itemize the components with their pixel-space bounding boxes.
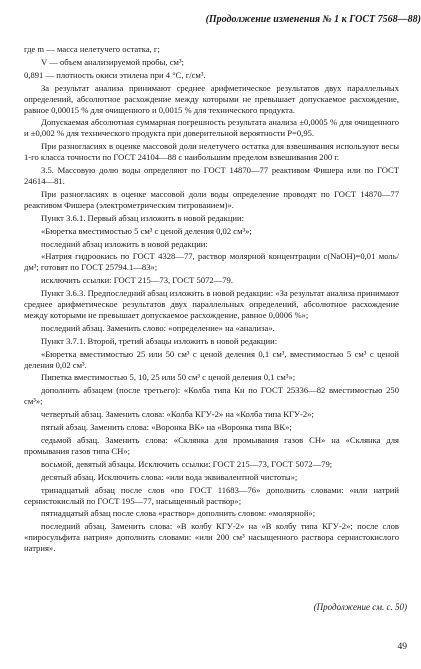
- body-paragraph: При разногласиях в оценке массовой доли воды определение проводят по ГОСТ 14870—77 реактивом Фишера (электрометрическим титрованием)».: [24, 188, 399, 210]
- body-paragraph: дополнить абзацем (после третьего): «Колба типа Кн по ГОСТ 25336—82 вместимостью 250 см³»;: [24, 385, 399, 407]
- body-paragraph: За результат анализа принимают среднее арифметическое результатов двух параллельных определений, абсолютное расхождение между которыми не превышает допускаемое расхождение, равное 0,00015 % для очищенного и 0,0015 % для технического продукта.: [24, 82, 399, 115]
- body-paragraph: «Бюретка вместимостью 25 или 50 см³ с ценой деления 0,1 см³, вместимостью 5 см³ с ценой деления 0,02 см³.: [24, 348, 399, 370]
- body-paragraph: «Бюретка вместимостью 5 см³ с ценой деления 0,02 см³»;: [41, 225, 252, 236]
- body-paragraph: V — объем анализируемой пробы, см³;: [41, 56, 184, 67]
- body-paragraph: 3.5. Массовую долю воды определяют по ГОСТ 14870—77 реактивом Фишера или по ГОСТ 24614—81.: [24, 165, 399, 186]
- body-paragraph: пятнадцатый абзац после слова «раствор» дополнить словом: «молярной»;: [41, 508, 316, 519]
- body-paragraph: восьмой, девятый абзацы. Исключить ссылки: ГОСТ 215—73, ГОСТ 5072—79;: [41, 458, 333, 469]
- body-paragraph: Допускаемая абсолютная суммарная погрешность результата анализа ±0,0005 % для очищенного и ±0,002 % для технического продукта при доверительной вероятности P=0,95.: [24, 117, 399, 139]
- body-paragraph: десятый абзац. Исключить слова: «или вода эквивалентной чистоты»;: [41, 471, 298, 482]
- body-paragraph: Пункт 3.7.1. Второй, третий абзацы изложить в новой редакции:: [41, 335, 278, 346]
- page-header: (Продолжение изменения № 1 к ГОСТ 7568—88): [205, 14, 421, 25]
- body-paragraph: пятый абзац. Заменить слова: «Воронка ВК» на «Воронка типа ВК»;: [41, 422, 292, 433]
- body-paragraph: четвертый абзац. Заменить слова: «Колба КГУ-2» на «Колба типа КГУ-2»;: [41, 409, 314, 420]
- body-paragraph: Пункт 3.6.3. Предпоследний абзац изложить в новой редакции: «За результат анализа принимают среднее арифметическое результатов двух параллельных определений, абсолютное расхождение между которыми не превышает допускаемое расхождение, равное 0,0006 %»;: [24, 288, 399, 320]
- body-paragraph: 0,891 — плотность окиси этилена при 4 °С, г/см³.: [24, 69, 206, 80]
- body-paragraph: Пункт 3.6.1. Первый абзац изложить в новой редакции:: [41, 212, 245, 223]
- body-paragraph: При разногласиях в оценке массовой доли нелетучего остатка для взвешивания используют весы 1-го класса точности по ГОСТ 24104—88 с наибольшим пределом взвешивания 200 г.: [24, 141, 399, 163]
- page-number: 49: [397, 642, 407, 652]
- continued-note: (Продолжение см. с. 50): [313, 602, 407, 612]
- body-paragraph: последний абзац. Заменить слово: «определение» на «анализа».: [41, 322, 275, 333]
- document-body: [24, 44, 399, 556]
- body-paragraph: «Натрия гидроокись по ГОСТ 4328—77, раствор молярной концентрации c(NaOH)=0,01 моль/дм³; готовят по ГОСТ 25794.1—83»;: [24, 251, 399, 273]
- body-paragraph: последний абзац. Заменить слова: «В колбу КГУ-2» на «В колбу типа КГУ-2»; после слов «пиросульфита натрия» дополнить словами: «или 200 см³ насыщенного раствора сернистокислого натрия».: [24, 521, 399, 554]
- body-paragraph: седьмой абзац. Заменить слова: «Склянка для промывания газов СН» на «Склянка для промывания газов типа СН»;: [24, 435, 399, 456]
- body-paragraph: исключить ссылки: ГОСТ 215—73, ГОСТ 5072—79.: [41, 275, 234, 286]
- body-paragraph: где m — масса нелетучего остатка, г;: [24, 44, 160, 54]
- body-paragraph: Пипетка вместимостью 5, 10, 25 или 50 см³ с ценой деления 0,1 см³»;: [41, 372, 296, 383]
- body-paragraph: последний абзац изложить в новой редакции:: [41, 238, 208, 249]
- body-paragraph: тринадцатый абзац после слов «по ГОСТ 11683—76» дополнить словами: «или натрий сернистокислый по ГОСТ 195—77, насыщенный раствор»;: [24, 484, 399, 506]
